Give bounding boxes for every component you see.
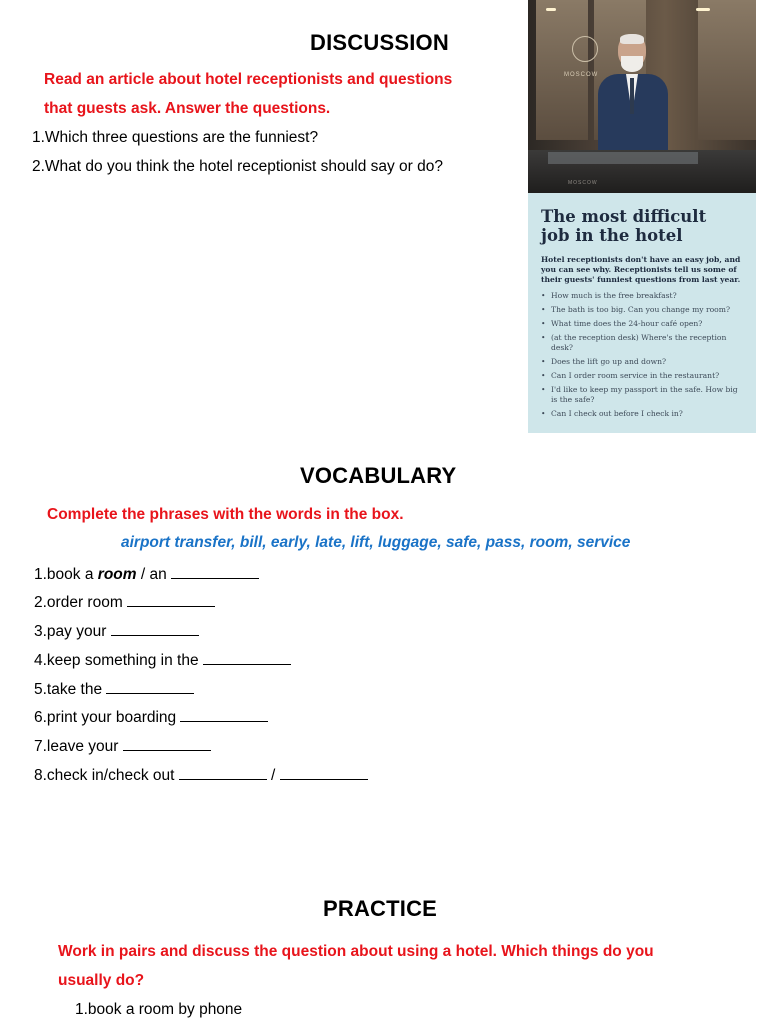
vocab-item-8-separator: / bbox=[266, 767, 280, 784]
article-item: • (at the reception desk) Where's the reception desk? bbox=[541, 333, 746, 353]
article-intro: Hotel receptionists don't have an easy job, and you can see why. Receptionists tell us some of their guests' funniest questions from last year. bbox=[541, 255, 741, 284]
discussion-instruction-line1: Read an article about hotel receptionists and questions bbox=[44, 71, 453, 88]
vocab-item-7-text: 7.leave your bbox=[34, 738, 123, 755]
article-item: • What time does the 24-hour café open? bbox=[541, 319, 746, 329]
photo-sign-text: MOSCOW bbox=[564, 72, 599, 78]
vocab-item-6-text: 6.print your boarding bbox=[34, 709, 181, 726]
vocab-item-4 bbox=[34, 650, 291, 670]
answer-blank[interactable] bbox=[171, 564, 259, 579]
answer-blank[interactable] bbox=[203, 650, 291, 665]
vocab-item-3-text: 3.pay your bbox=[34, 623, 111, 640]
article-item: • Can I order room service in the restaurant? bbox=[541, 371, 746, 381]
discussion-heading: DISCUSSION bbox=[310, 30, 449, 55]
article-item: • How much is the free breakfast? bbox=[541, 291, 746, 301]
discussion-question-2: 2.What do you think the hotel receptionist should say or do? bbox=[32, 158, 443, 175]
answer-blank[interactable] bbox=[111, 621, 199, 636]
practice-item-1: 1.book a room by phone bbox=[75, 1001, 243, 1018]
receptionist-photo bbox=[528, 0, 756, 193]
vocab-item-8 bbox=[34, 765, 368, 785]
article-title-line2: job in the hotel bbox=[541, 226, 683, 245]
article-item: • The bath is too big. Can you change my room? bbox=[541, 305, 746, 315]
article-text bbox=[541, 207, 746, 423]
vocab-item-8-text: 8.check in/check out bbox=[34, 767, 179, 784]
answer-blank[interactable] bbox=[123, 736, 211, 751]
vocabulary-instruction: Complete the phrases with the words in the box. bbox=[47, 506, 404, 523]
vocab-item-1-suffix: / an bbox=[136, 566, 171, 583]
article-item: • Does the lift go up and down? bbox=[541, 357, 746, 367]
answer-blank[interactable] bbox=[280, 765, 368, 780]
discussion-instruction-line2: that guests ask. Answer the questions. bbox=[44, 100, 331, 117]
article-item: • Can I check out before I check in? bbox=[541, 409, 746, 419]
discussion-question-1: 1.Which three questions are the funniest? bbox=[32, 129, 319, 146]
answer-blank[interactable] bbox=[106, 679, 194, 694]
article-title-line1: The most difficult bbox=[541, 207, 707, 226]
article-question-list bbox=[541, 291, 746, 419]
vocab-item-4-text: 4.keep something in the bbox=[34, 652, 203, 669]
practice-heading: PRACTICE bbox=[323, 896, 438, 921]
vocab-item-7 bbox=[34, 736, 211, 756]
vocab-item-5 bbox=[34, 679, 194, 699]
vocab-item-3 bbox=[34, 621, 199, 641]
desk-sign-text: MOSCOW bbox=[568, 180, 598, 186]
article-image bbox=[528, 0, 756, 433]
practice-instruction-line1: Work in pairs and discuss the question about using a hotel. Which things do you bbox=[58, 943, 654, 960]
word-box: airport transfer, bill, early, late, lift, luggage, safe, pass, room, service bbox=[121, 534, 631, 551]
vocab-item-1-prefix: 1.book a bbox=[34, 566, 98, 583]
vocab-item-2-text: 2.order room bbox=[34, 594, 128, 611]
answer-blank[interactable] bbox=[179, 765, 267, 780]
practice-instruction-line2: usually do? bbox=[58, 972, 145, 989]
article-title bbox=[541, 207, 746, 245]
vocab-item-1-example: room bbox=[97, 566, 137, 583]
answer-blank[interactable] bbox=[180, 707, 268, 722]
vocab-item-5-text: 5.take the bbox=[34, 681, 107, 698]
vocabulary-heading: VOCABULARY bbox=[300, 463, 457, 488]
vocab-item-1 bbox=[34, 564, 259, 584]
article-item: • I'd like to keep my passport in the safe. How big is the safe? bbox=[541, 385, 746, 405]
vocab-item-6 bbox=[34, 707, 268, 727]
vocab-item-2 bbox=[34, 592, 215, 612]
answer-blank[interactable] bbox=[127, 592, 215, 607]
